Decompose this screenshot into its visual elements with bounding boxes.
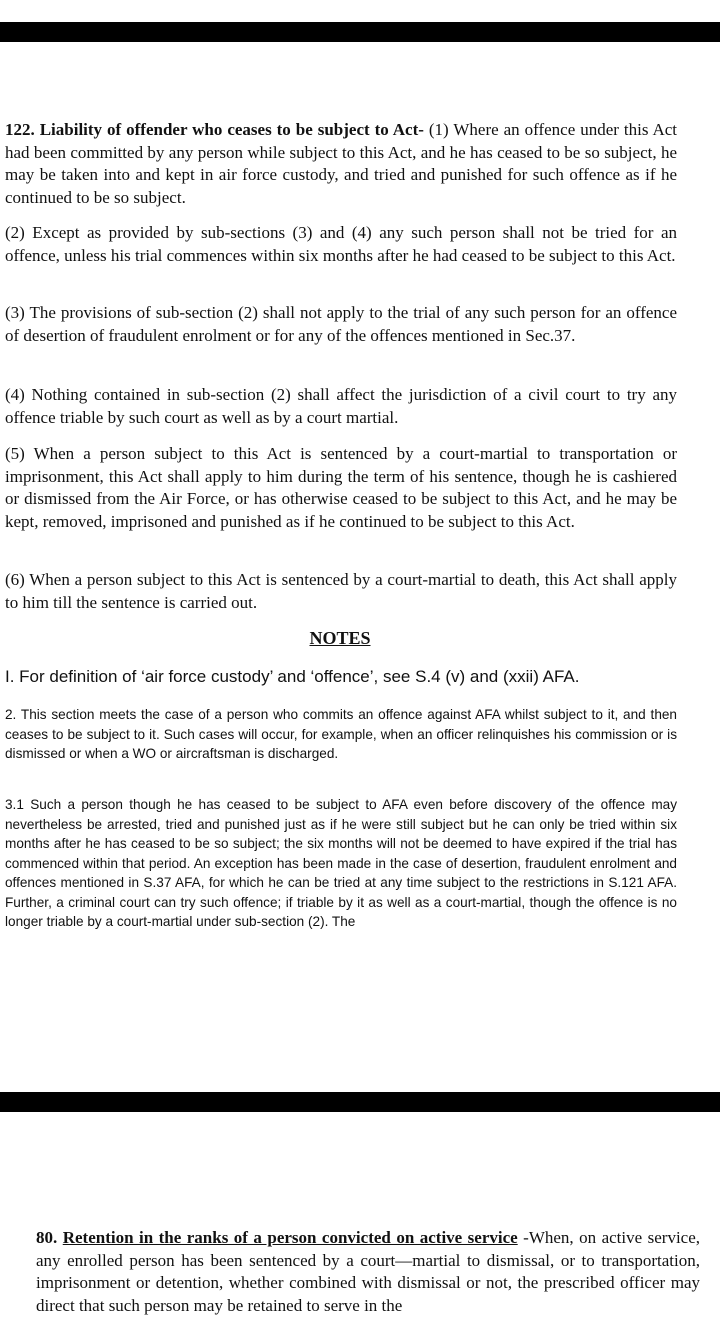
section-80-number: 80. [36,1228,58,1247]
notes-heading: NOTES [309,628,371,648]
section-122-para-4: (4) Nothing contained in sub-section (2) shall affect the jurisdiction of a civil court to try any offence triable by such court as well as by a court martial. [5,385,677,427]
section-80-heading: Retention in the ranks of a person convicted on active service [62,1228,518,1247]
section-122-heading: 122. Liability of offender who ceases to be subject to Act- [5,120,424,139]
page-separator-bar [0,1092,720,1112]
note-2: 2. This section meets the case of a person who commits an offence against AFA whilst subject to it, and then ceases to be subject to it. Such cases will occur, for example, when an officer relinquishes his commission or is dismissed or when a WO or aircraftsman is discharged. [5,707,677,761]
section-122-para-1: 122. Liability of offender who ceases to be subject to Act- (1) Where an offence under this Act had been committed by any person while subject to this Act, and he has ceased to be so subject, he may be taken into and kept in air force custody, and tried and punished for such offence as if he continued to be so subject. [5,120,678,207]
section-122-para-3: (3) The provisions of sub-section (2) shall not apply to the trial of any such person for an offence of desertion of fraudulent enrolment or for any of the offences mentioned in Sec.37. [5,303,677,345]
note-1: I. For definition of ‘air force custody’ and ‘offence’, see S.4 (v) and (xxii) AFA. [5,667,580,686]
document-page-2 [0,1112,720,1315]
section-122-para-5: (5) When a person subject to this Act is sentenced by a court-martial to transportation or imprisonment, this Act shall apply to him during the term of his sentence, though he is cashiered or dismissed from the Air Force, or has otherwise ceased to be subject to this Act, and he may be kept, removed, imprisoned and punished as if he continued to be subject to this Act. [5,444,677,531]
section-122-para-6: (6) When a person subject to this Act is sentenced by a court-martial to death, this Act shall apply to him till the sentence is carried out. [5,570,677,612]
section-122-para-2: (2) Except as provided by sub-sections (3) and (4) any such person shall not be tried for an offence, unless his trial commences within six months after he had ceased to be subject to this Act. [5,223,677,265]
section-80-para: 80. Retention in the ranks of a person convicted on active service -When, on active service, any enrolled person has been sentenced by a court—martial to dismissal, or to transportation, imprisonment or detention, whether combined with dismissal or not, the prescribed officer may direct that such person may be retained to serve in the [36,1228,701,1315]
note-3: 3.1 Such a person though he has ceased to be subject to AFA even before discovery of the offence may nevertheless be arrested, tried and punished just as if he were still subject but he can only be tried within six months after he has ceased to be so subject; the six months will not be deemed to have expired if the trial has commenced within that period. An exception has been made in the case of desertion, fraudulent enrolment and offences mentioned in S.37 AFA, for which he can be tried at any time subject to the restrictions in S.121 AFA. Further, a criminal court can try such offence; if triable by it as well as a court-martial, though the offence is no longer triable by a court-martial under sub-section (2). The [5,797,677,929]
